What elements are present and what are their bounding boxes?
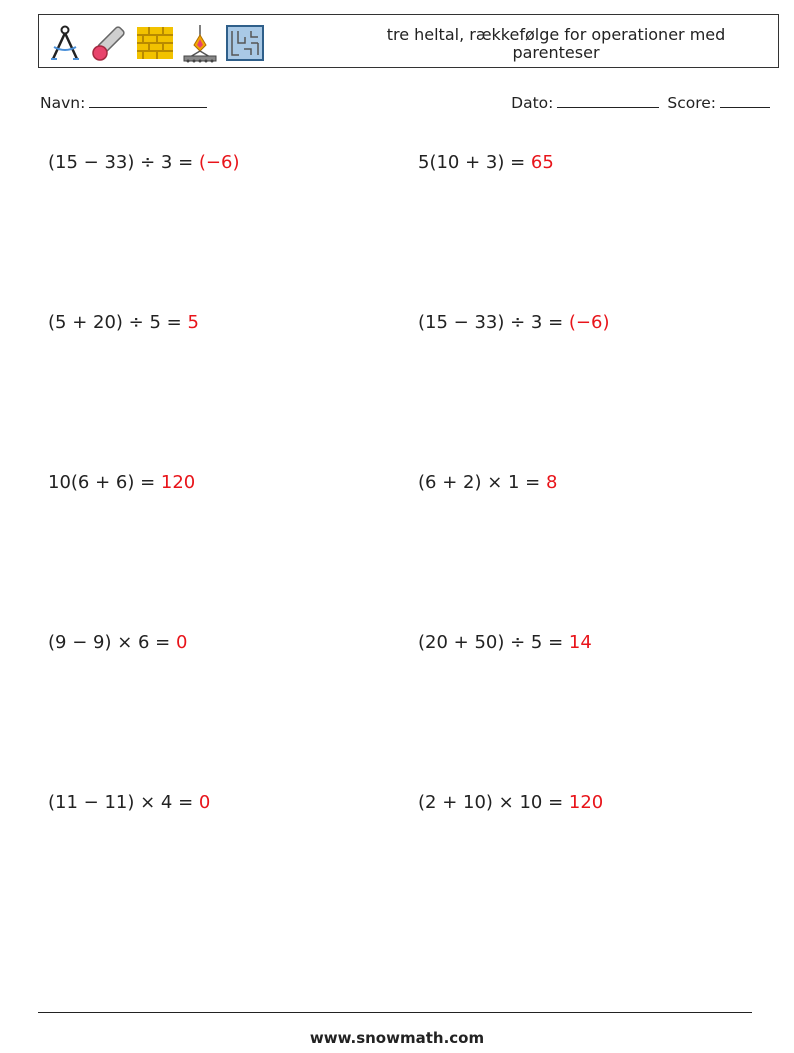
- name-label: Navn:: [40, 94, 86, 112]
- date-field[interactable]: [511, 94, 659, 112]
- problem-answer: 120: [160, 472, 196, 493]
- problem-9: [48, 792, 210, 813]
- problem-answer: 0: [175, 632, 188, 653]
- problem-10: [418, 792, 603, 813]
- problem-expression: 5(10 + 3) =: [418, 152, 531, 173]
- problem-expression: (5 + 20) ÷ 5 =: [48, 312, 188, 333]
- worksheet-title: tre heltal, rækkefølge for operationer med parenteser: [386, 25, 726, 62]
- name-blank[interactable]: [89, 94, 207, 108]
- name-field[interactable]: [40, 94, 207, 112]
- problem-answer: (−6): [568, 312, 610, 333]
- problem-expression: (6 + 2) × 1 =: [418, 472, 546, 493]
- problem-answer: 8: [545, 472, 558, 493]
- problem-2: [418, 152, 554, 173]
- problem-8: [418, 632, 592, 653]
- problem-1: [48, 152, 239, 173]
- problem-5: [48, 472, 195, 493]
- problem-expression: 10(6 + 6) =: [48, 472, 161, 493]
- problem-expression: (11 − 11) × 4 =: [48, 792, 199, 813]
- date-score-fields: [511, 94, 770, 112]
- icon-strip: [45, 23, 265, 63]
- crane-icon: [180, 23, 220, 63]
- problem-7: [48, 632, 187, 653]
- problem-answer: 120: [568, 792, 604, 813]
- score-field[interactable]: [667, 94, 770, 112]
- bricks-icon: [135, 23, 175, 63]
- footer-divider: [38, 1012, 752, 1013]
- problem-expression: (15 − 33) ÷ 3 =: [418, 312, 569, 333]
- problem-expression: (15 − 33) ÷ 3 =: [48, 152, 199, 173]
- problem-expression: (2 + 10) × 10 =: [418, 792, 569, 813]
- problem-answer: 65: [530, 152, 554, 173]
- date-blank[interactable]: [557, 94, 659, 108]
- score-label: Score:: [667, 94, 716, 112]
- problem-3: [48, 312, 199, 333]
- compass-icon: [45, 23, 85, 63]
- problem-answer: 5: [187, 312, 199, 333]
- problem-4: [418, 312, 609, 333]
- score-blank[interactable]: [720, 94, 770, 108]
- eraser-icon: [90, 23, 130, 63]
- problem-answer: (−6): [198, 152, 240, 173]
- footer-url[interactable]: www.snowmath.com: [309, 1029, 485, 1047]
- problem-answer: 14: [568, 632, 592, 653]
- problem-answer: 0: [198, 792, 211, 813]
- problem-expression: (9 − 9) × 6 =: [48, 632, 176, 653]
- worksheet-header: [38, 14, 779, 68]
- problem-expression: (20 + 50) ÷ 5 =: [418, 632, 569, 653]
- date-label: Dato:: [511, 94, 554, 112]
- problem-6: [418, 472, 557, 493]
- maze-icon: [225, 23, 265, 63]
